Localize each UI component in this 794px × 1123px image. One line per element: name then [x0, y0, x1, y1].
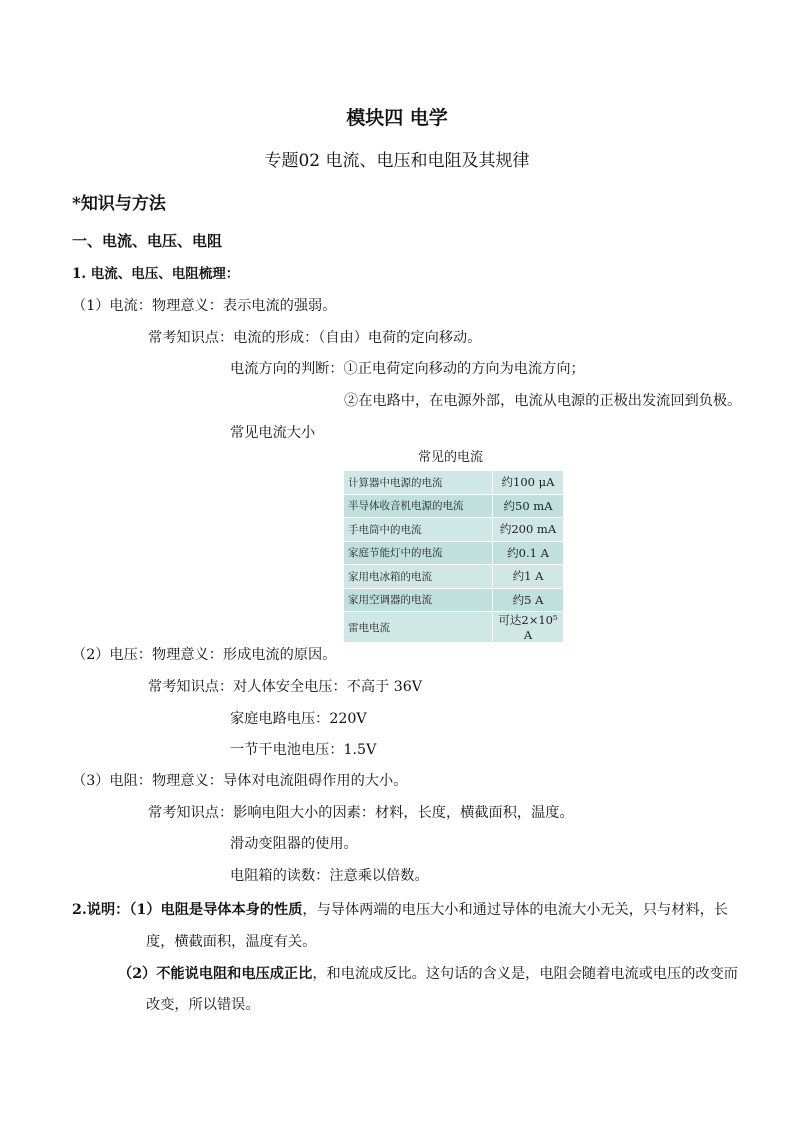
item1-heading: 1. 电流、电压、电阻梳理：	[72, 266, 240, 282]
table-cell-name: 计算器中电源的电流	[344, 471, 493, 495]
topic-title: 专题02 电流、电压和电阻及其规律	[264, 151, 530, 171]
table-row	[344, 541, 564, 565]
table-cell-name: 手电筒中的电流	[344, 518, 493, 542]
table-cell-name: 家用电冰箱的电流	[344, 565, 493, 589]
table-cell-value: 约100 μA	[493, 471, 564, 495]
table-cell-name: 家用空调器的电流	[344, 588, 493, 612]
note-2	[118, 963, 738, 983]
note-1-label: 2.说明：（1）电阻是导体本身的性质	[72, 902, 303, 918]
rheostat-usage: 滑动变阻器的使用。	[230, 836, 358, 852]
section-knowledge-heading: *知识与方法	[72, 194, 166, 214]
voltage-meaning: （2）电压：物理意义：形成电流的原因。	[72, 647, 337, 663]
note-1	[72, 899, 728, 919]
note-2-label: （2）不能说电阻和电压成正比	[118, 966, 313, 982]
current-direction-2: ②在电路中，在电源外部，电流从电源的正极出发流回到负极。	[344, 393, 742, 409]
resistance-meaning: （3）电阻：物理意义：导体对电流阻碍作用的大小。	[72, 773, 408, 789]
module-title: 模块四 电学	[346, 107, 448, 129]
table-row	[344, 471, 564, 495]
current-meaning: （1）电流：物理意义：表示电流的强弱。	[72, 298, 337, 314]
table-cell-name: 半导体收音机电源的电流	[344, 494, 493, 518]
table-row	[344, 494, 564, 518]
resistance-factors: 常考知识点：影响电阻大小的因素：材料，长度，横截面积，温度。	[148, 805, 574, 821]
current-direction-1: 电流方向的判断：①正电荷定向移动的方向为电流方向；	[230, 361, 585, 377]
table-cell-value: 约0.1 A	[493, 541, 564, 565]
table-cell-value: 约200 mA	[493, 518, 564, 542]
table-cell-value: 约50 mA	[493, 494, 564, 518]
current-formation: 常考知识点：电流的形成：（自由）电荷的定向移动。	[148, 330, 482, 346]
table-row	[344, 612, 564, 643]
resistance-box-reading: 电阻箱的读数：注意乘以倍数。	[230, 868, 429, 884]
note-2-continued: 改变，所以错误。	[146, 997, 260, 1013]
table-cell-value: 约1 A	[493, 565, 564, 589]
current-table-title: 常见的电流	[417, 450, 483, 465]
note-2-text: ，和电流成反比。这句话的含义是，电阻会随着电流或电压的改变而	[312, 966, 738, 982]
table-cell-value: 约5 A	[493, 588, 564, 612]
voltage-safe: 常考知识点：对人体安全电压：不高于 36V	[148, 679, 422, 695]
table-row	[344, 588, 564, 612]
note-1-continued: 度，横截面积，温度有关。	[146, 934, 317, 950]
part1-heading: 一、电流、电压、电阻	[72, 232, 223, 250]
table-cell-name: 雷电电流	[344, 612, 493, 643]
table-cell-value: 可达2×10⁵ A	[493, 612, 564, 643]
table-row	[344, 518, 564, 542]
table-cell-name: 家庭节能灯中的电流	[344, 541, 493, 565]
table-row	[344, 565, 564, 589]
voltage-household: 家庭电路电压：220V	[230, 711, 367, 727]
note-1-text: ，与导体两端的电压大小和通过导体的电流大小无关，只与材料，长	[302, 902, 729, 918]
current-table	[343, 470, 564, 643]
voltage-battery: 一节干电池电压：1.5V	[230, 742, 377, 758]
common-current-label: 常见电流大小	[230, 425, 316, 441]
